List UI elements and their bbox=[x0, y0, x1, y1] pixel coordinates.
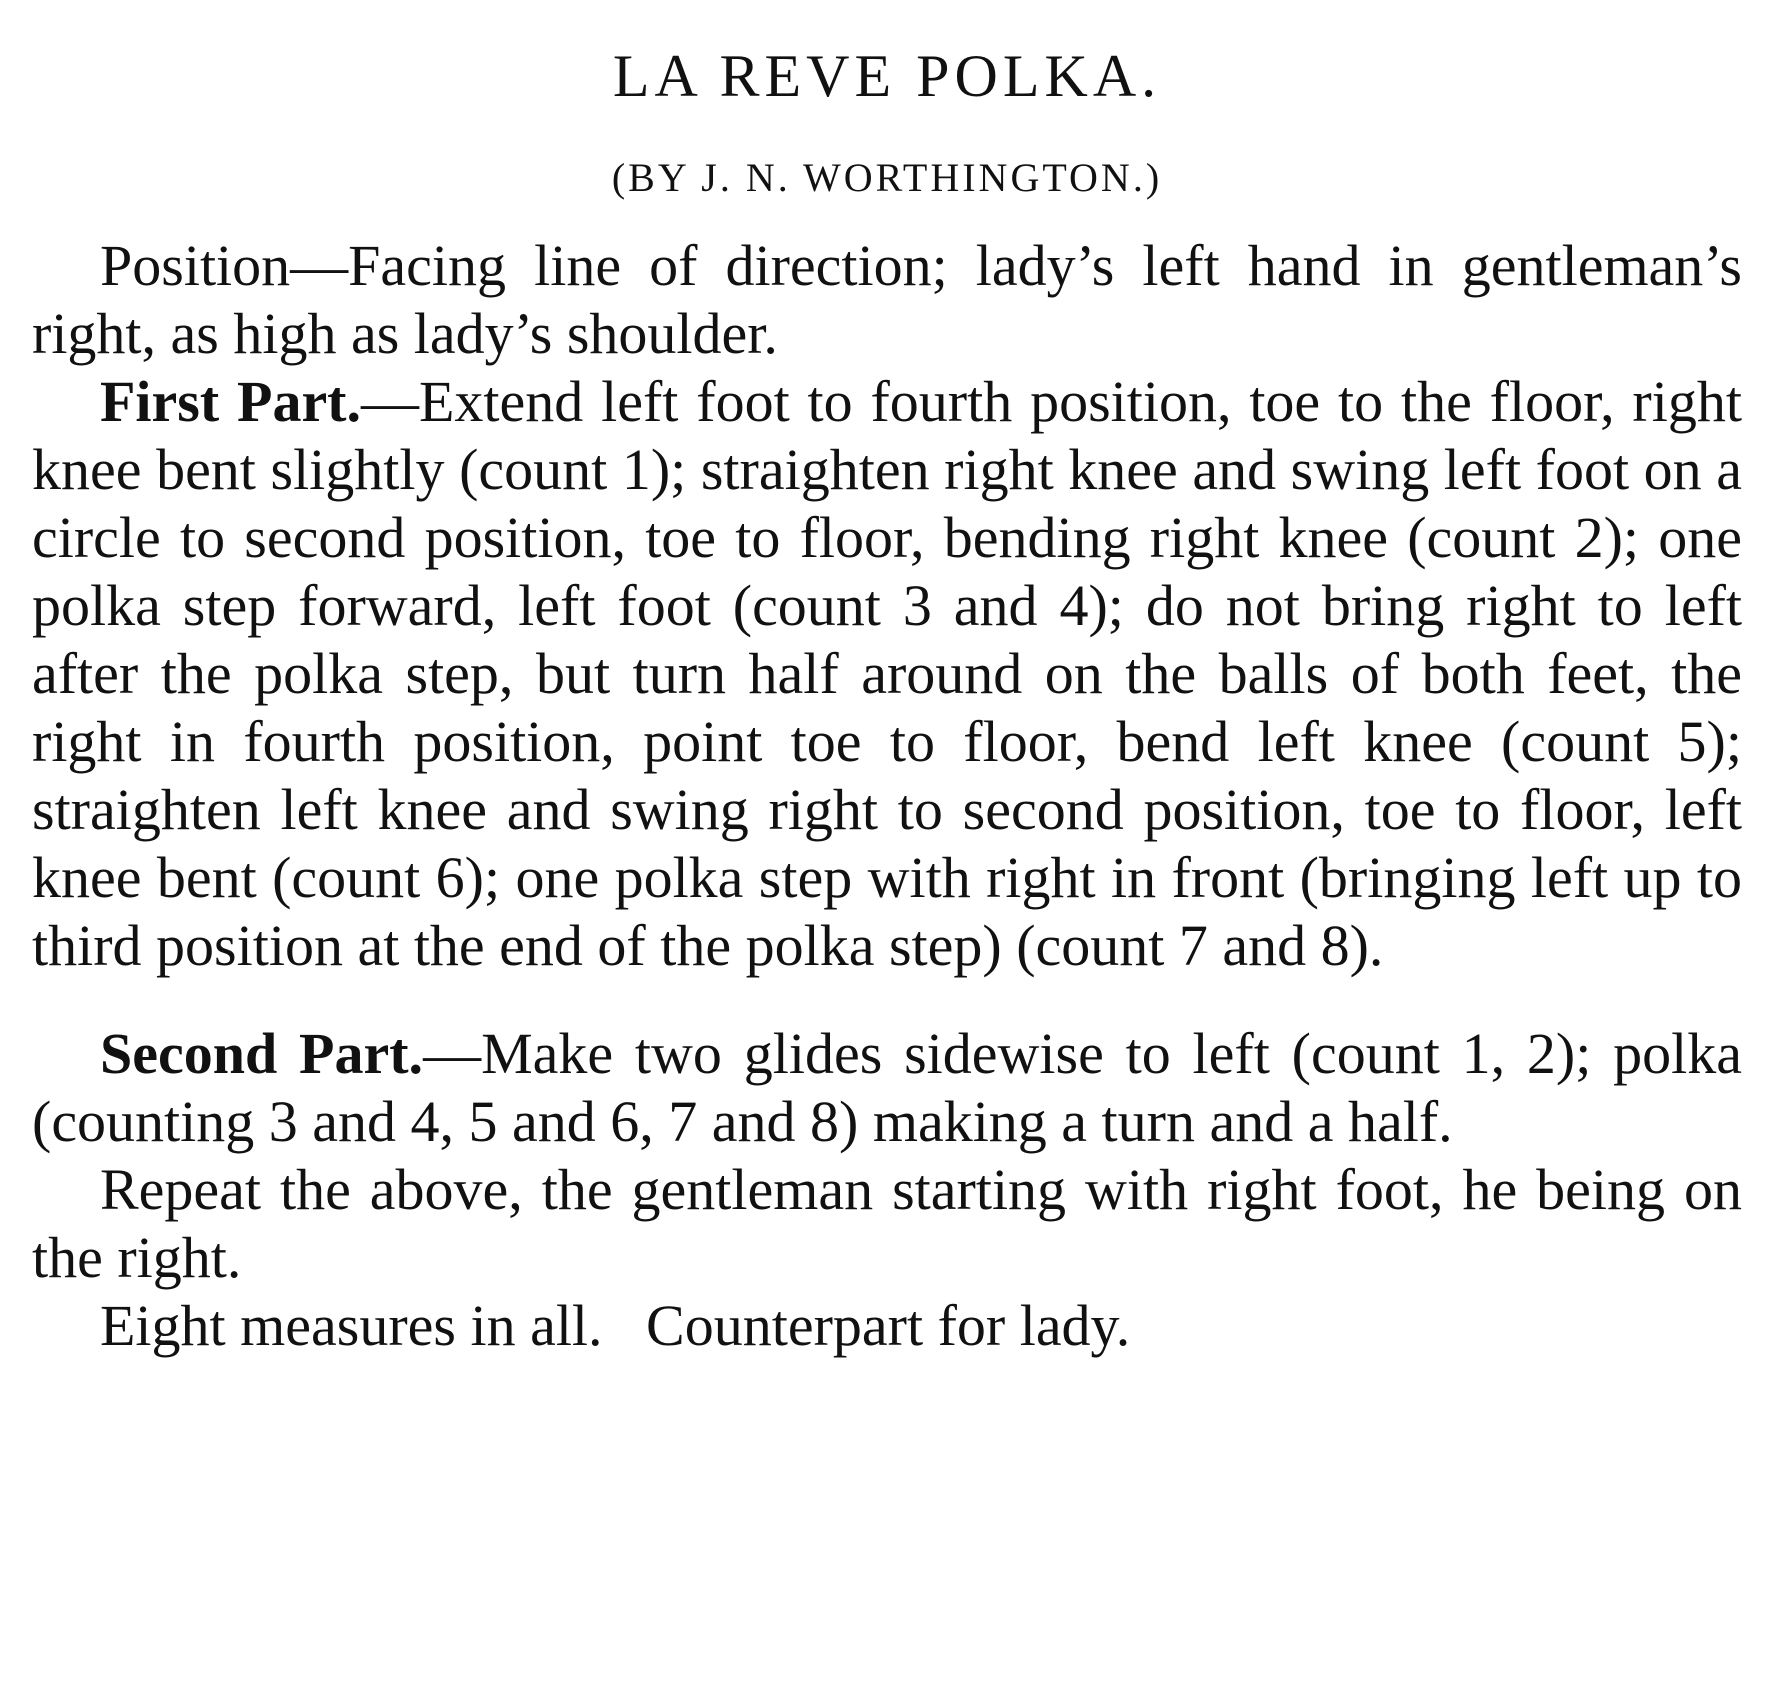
closing-paragraph bbox=[32, 1292, 1742, 1360]
second-part-paragraph bbox=[32, 1020, 1742, 1156]
repeat-text: Repeat the above, the gentleman starting with right foot, he being on the right. bbox=[32, 1157, 1742, 1290]
first-part-heading: First Part. bbox=[100, 369, 361, 434]
second-part-heading: Second Part. bbox=[100, 1021, 424, 1086]
position-text: Position—Facing line of direction; lady’s left hand in gentleman’s right, as high as lady’s shoulder. bbox=[32, 233, 1742, 366]
position-paragraph bbox=[32, 232, 1742, 368]
document-title: LA REVE POLKA. bbox=[612, 43, 1162, 109]
document-page bbox=[32, 40, 1742, 1360]
second-part-text: —Make two glides sidewise to left (count 1, 2); polka (counting 3 and 4, 5 and 6, 7 and 8) making a turn and a half. bbox=[32, 1021, 1743, 1154]
byline-author: J. N. WORTHINGTON.) bbox=[688, 155, 1163, 200]
byline-lead: BY bbox=[628, 155, 689, 200]
byline-open-paren: ( bbox=[611, 155, 629, 200]
first-part-text: —Extend left foot to fourth position, toe to the floor, right knee bent slightly (count 1); straighten right knee and swing left foot on a circle to second position, toe to floor, bending right knee (count 2); one polka step forward, left foot (count 3 and 4); do not bring right to left after the polka step, but turn half around on the balls of both feet, the right in fourth position, point toe to floor, bend left knee (count 5); straighten left knee and swing right to second position, toe to floor, left knee bent (count 6); one polka step with right in front (bringing left up to third position at the end of the polka step) (count 7 and 8). bbox=[32, 369, 1742, 978]
first-part-paragraph bbox=[32, 368, 1742, 980]
closing-text: Eight measures in all. Counterpart for lady. bbox=[100, 1293, 1131, 1358]
author-byline bbox=[32, 150, 1742, 206]
repeat-paragraph bbox=[32, 1156, 1742, 1292]
